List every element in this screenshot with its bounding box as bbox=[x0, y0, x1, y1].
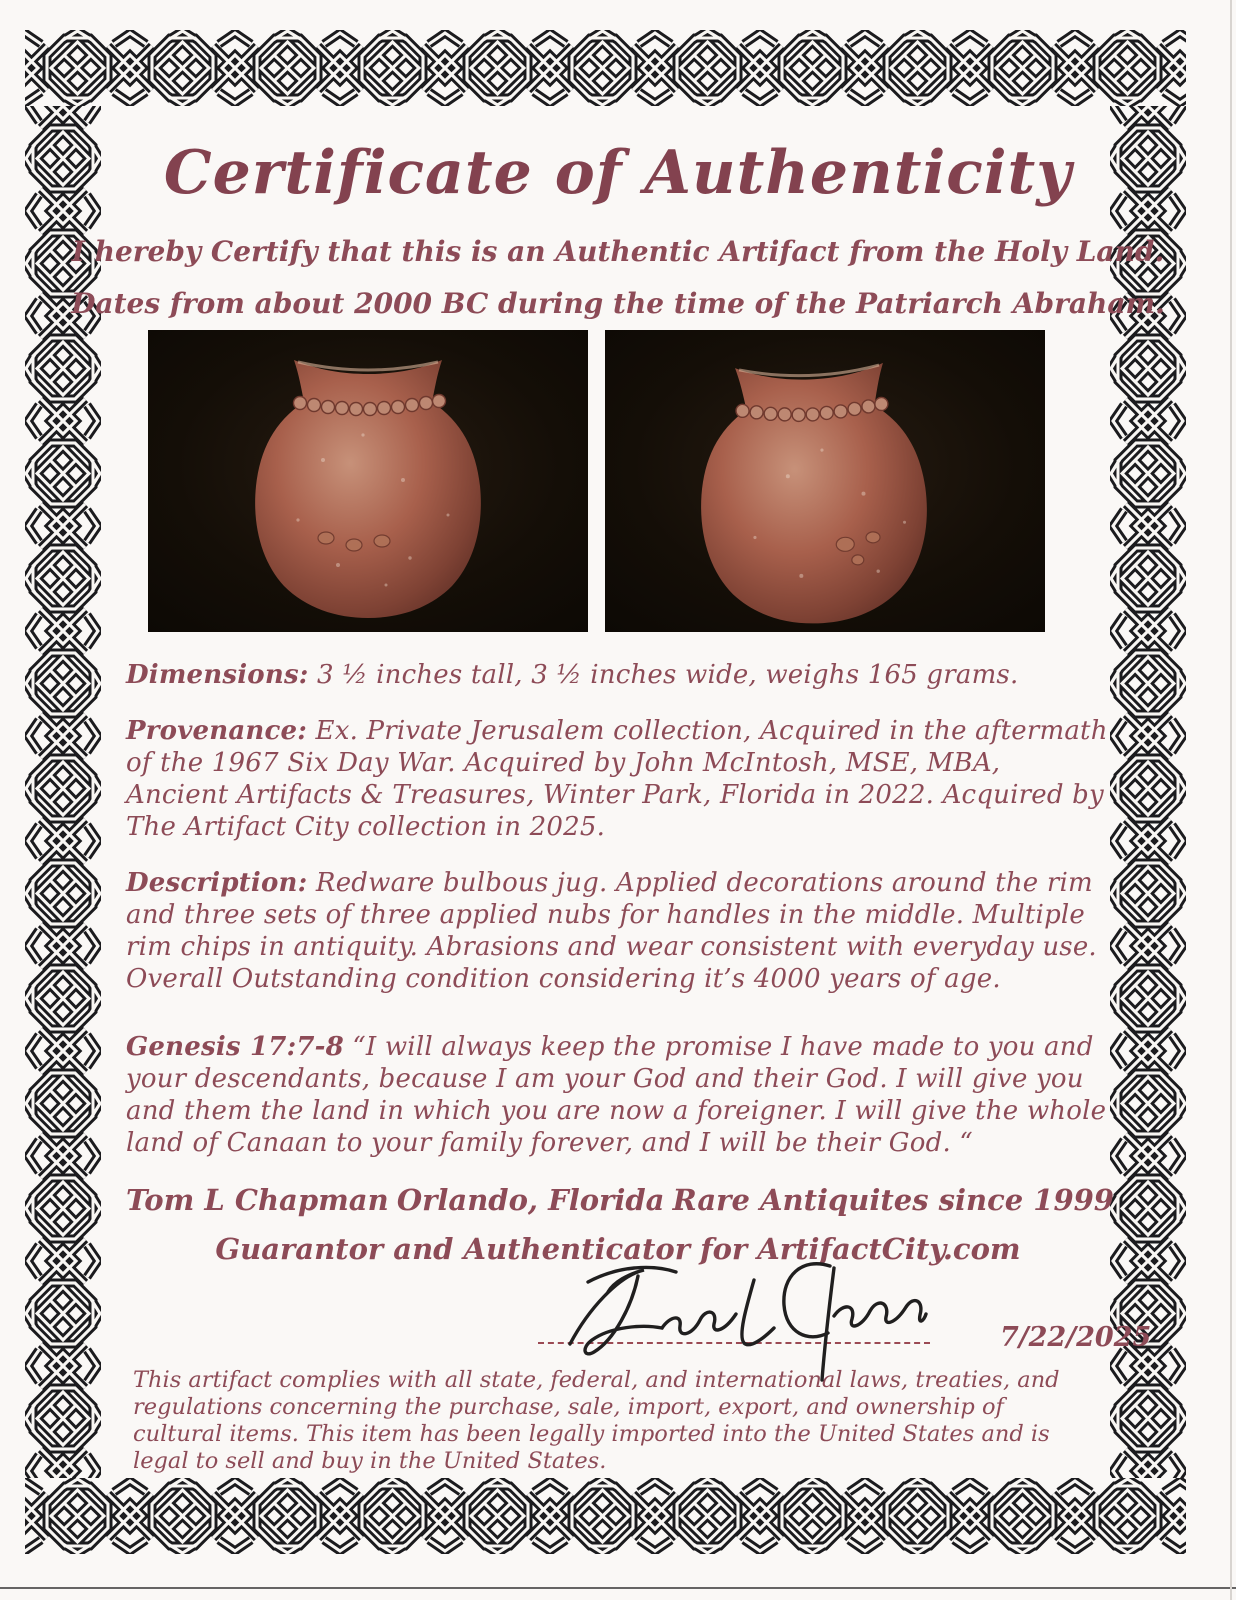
handwritten-signature bbox=[548, 1248, 928, 1390]
dimensions-text: 3 ½ inches tall, 3 ½ inches wide, weighs 165 grams. bbox=[317, 660, 1019, 690]
dimensions-paragraph bbox=[126, 659, 1108, 691]
provenance-text: Ex. Private Jerusalem collection, Acquired in the aftermath of the 1967 Six Day War. Acquired by John McIntosh, MSE, MBA, Ancient Artifacts & Treasures, Winter Park, Florida in 2022. Acquired by The Artifact City collection in 2025. bbox=[126, 716, 1108, 842]
authenticator-name: Tom L Chapman bbox=[126, 1183, 389, 1217]
description-label: Description: bbox=[126, 868, 308, 898]
scripture-text: “I will always keep the promise I have made to you and your descendants, because I am your God and their God. I will give you and them the land in which you are now a foreigner. I will give the whole land of Canaan to your family forever, and I will be their God. “ bbox=[126, 1032, 1107, 1158]
description-paragraph bbox=[126, 867, 1108, 995]
signature-date: 7/22/2025 bbox=[1000, 1322, 1152, 1353]
artifact-photo-side bbox=[605, 330, 1045, 632]
jug-side-illustration bbox=[605, 330, 1045, 632]
scripture-paragraph bbox=[126, 1031, 1108, 1159]
provenance-paragraph bbox=[126, 715, 1108, 843]
artifact-photo-front bbox=[148, 330, 588, 632]
authenticator-row bbox=[126, 1183, 1114, 1217]
scan-edge-line-bottom bbox=[0, 1587, 1236, 1589]
authenticator-tagline: Rare Antiquites since 1999 bbox=[672, 1183, 1114, 1217]
legal-disclaimer: This artifact complies with all state, federal, and international laws, treaties, and regulations concerning the purchase, sale, import, export, and ownership of cultural items. This item has been legally imported into the United States and is legal to sell and buy in the United States. bbox=[133, 1367, 1060, 1474]
intro-line-2: Dates from about 2000 BC during the time of the Patriarch Abraham. bbox=[71, 287, 1165, 320]
scan-edge-line-right bbox=[1230, 0, 1232, 1600]
jug-front-illustration bbox=[148, 330, 588, 632]
provenance-label: Provenance: bbox=[126, 716, 308, 746]
authenticator-location: Orlando, Florida bbox=[396, 1183, 665, 1217]
dimensions-label: Dimensions: bbox=[126, 660, 309, 690]
intro-line-1: I hereby Certify that this is an Authentic Artifact from the Holy Land. bbox=[71, 235, 1165, 268]
scripture-label: Genesis 17:7-8 bbox=[126, 1032, 344, 1062]
guarantor-line: Guarantor and Authenticator for ArtifactCity.com bbox=[215, 1232, 1021, 1266]
description-text: Redware bulbous jug. Applied decorations around the rim and three sets of three applied nubs for handles in the middle. Multiple rim chips in antiquity. Abrasions and wear consistent with everyday use. Overall Outstanding condition considering it’s 4000 years of age. bbox=[126, 868, 1097, 994]
certificate-title: Certificate of Authenticity bbox=[163, 138, 1073, 208]
